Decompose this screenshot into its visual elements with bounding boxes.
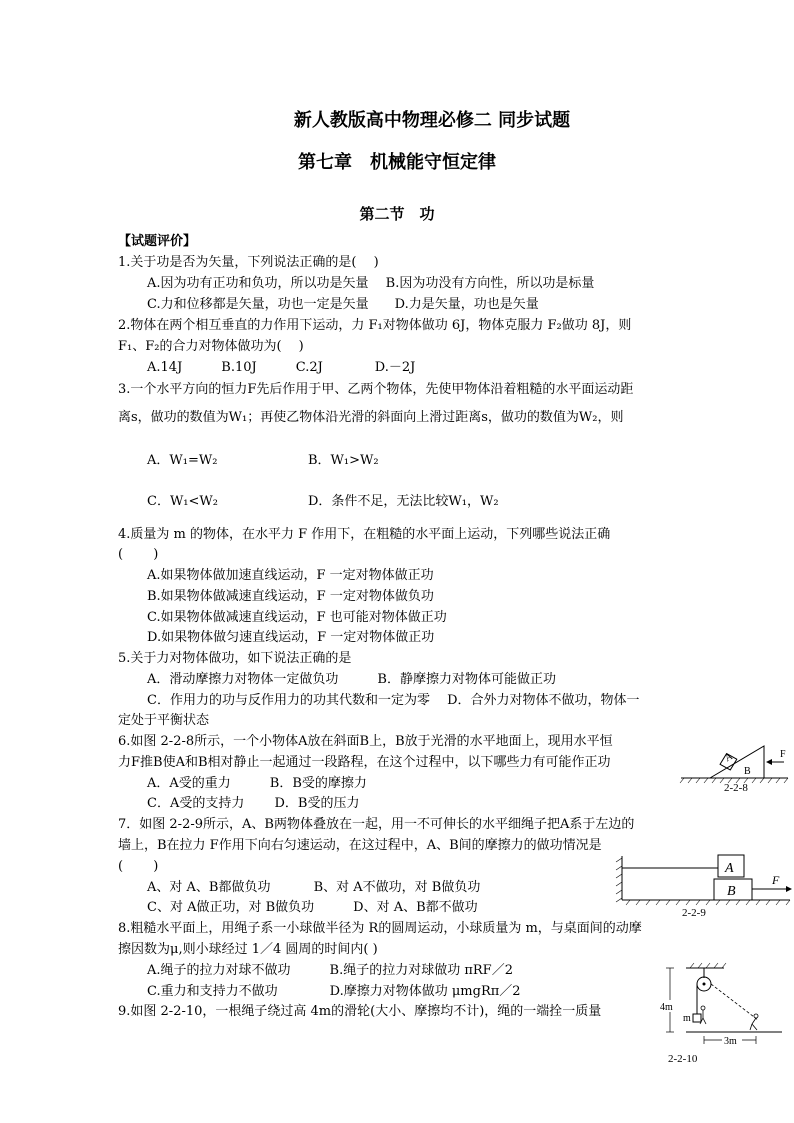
q7-stem: 7．如图 2-2-9所示，A、B两物体叠放在一起，用一不可伸长的水平细绳子把A系于左边的 — [118, 817, 635, 832]
q4-option-b: B.如果物体做减速直线运动，F 一定对物体做负功 — [147, 589, 434, 604]
q7-options-ab: A、对 A、B都做负功 B、对 A不做功，对 B做负功 — [147, 880, 481, 895]
fig9-label-a: A — [725, 861, 734, 876]
doc-title: 新人教版高中物理必修二 同步试题 — [293, 110, 571, 131]
q6-stem: 6.如图 2-2-8所示，一个小物体A放在斜面B上，B放于光滑的水平地面上，现用水平恒 — [118, 734, 613, 749]
fig8-label-f: F — [780, 749, 786, 760]
q5-stem: 5.关于力对物体做功，如下说法正确的是 — [118, 651, 352, 666]
q6-options-ab: A．A受的重力 B．B受的摩擦力 — [147, 776, 367, 791]
q3-option-d: D．条件不足，无法比较W₁，W₂ — [308, 494, 499, 509]
fig8-caption: 2-2-8 — [724, 782, 748, 794]
q3-stem-cont: 离s，做功的数值为W₁；再使乙物体沿光滑的斜面向上滑过距离s，做功的数值为W₂，则 — [118, 410, 624, 425]
q7-paren: ( ) — [118, 859, 159, 874]
q7-options-cd: C、对 A做正功，对 B做负功 D、对 A、B都不做功 — [147, 900, 478, 915]
q1-stem: 1.关于功是否为矢量，下列说法正确的是( ) — [118, 255, 379, 270]
q4-paren: ( ) — [118, 547, 159, 562]
q2-stem-cont: F₁、F₂的合力对物体做功为( ) — [118, 339, 304, 354]
q3-option-b: B．W₁>W₂ — [308, 453, 379, 468]
figure-2-2-8 — [676, 740, 794, 794]
q7-stem-cont: 墙上，B在拉力 F作用下向右匀速运动，在这过程中，A、B间的摩擦力的做功情况是 — [118, 838, 602, 853]
q4-option-a: A.如果物体做加速直线运动，F 一定对物体做正功 — [147, 568, 434, 583]
figure-2-2-9 — [600, 850, 794, 922]
q3-option-c: C．W₁<W₂ — [147, 494, 218, 509]
fig9-label-f: F — [772, 873, 780, 887]
chapter-title: 第七章 机械能守恒定律 — [298, 152, 496, 173]
eval-label: 【试题评价】 — [118, 234, 197, 249]
q8-stem-cont: 擦因数为μ,则小球经过 1／4 圆周的时间内( ) — [118, 942, 378, 957]
q4-stem: 4.质量为 m 的物体，在水平力 F 作用下，在粗糙的水平面上运动，下列哪些说法正确 — [118, 527, 611, 542]
q4-option-d: D.如果物体做匀速直线运动，F 一定对物体做正功 — [147, 630, 435, 645]
q4-option-c: C.如果物体做减速直线运动，F 也可能对物体做正功 — [147, 610, 447, 625]
fig10-label-m: m — [683, 1013, 691, 1024]
q8-options-cd: C.重力和支持力不做功 D.摩擦力对物体做功 μmgRπ／2 — [147, 984, 521, 999]
q5-options-cont: 定处于平衡状态 — [118, 713, 210, 728]
q6-options-cd: C．A受的支持力 D．B受的压力 — [147, 796, 360, 811]
q5-options-cd: C．作用力的功与反作用力的功其代数和一定为零 D．合外力对物体不做功，物体一 — [147, 693, 640, 708]
q9-stem: 9.如图 2-2-10，一根绳子绕过高 4m的滑轮(大小、摩擦均不计)，绳的一端拴一质量 — [118, 1004, 602, 1019]
fig9-label-b: B — [727, 884, 736, 899]
q5-options-ab: A．滑动摩擦力对物体一定做负功 B．静摩擦力对物体可能做正功 — [147, 672, 556, 687]
q6-stem-cont: 力F推B使A和B相对静止一起通过一段路程，在这个过程中，以下哪些力有可能作正功 — [118, 755, 611, 770]
q8-stem: 8.粗糙水平面上，用绳子系一小球做半径为 R的圆周运动，小球质量为 m，与桌面间的动摩 — [118, 921, 642, 936]
q3-stem: 3.一个水平方向的恒力F先后作用于甲、乙两个物体，先使甲物体沿着粗糙的水平面运动距 — [118, 382, 634, 397]
q8-options-ab: A.绳子的拉力对球不做功 B.绳子的拉力对球做功 πRF／2 — [147, 963, 513, 978]
fig8-label-b: B — [744, 766, 751, 777]
fig8-label-a: A — [723, 751, 735, 765]
q1-options-cd: C.力和位移都是矢量，功也一定是矢量 D.力是矢量，功也是矢量 — [147, 297, 539, 312]
q3-option-a: A．W₁=W₂ — [147, 453, 218, 468]
q2-stem: 2.物体在两个相互垂直的力作用下运动，力 F₁对物体做功 6J，物体克服力 F₂做功 8J，则 — [118, 318, 632, 333]
figure-2-2-10 — [652, 962, 792, 1070]
fig10-label-d: 3m — [724, 1036, 737, 1047]
section-title: 第二节 功 — [359, 205, 435, 223]
fig9-caption: 2-2-9 — [682, 907, 706, 919]
fig10-label-h: 4m — [660, 1002, 673, 1013]
q2-options: A.14J B.10J C.2J D.－2J — [147, 360, 416, 375]
q1-options-ab: A.因为功有正功和负功，所以功是矢量 B.因为功没有方向性，所以功是标量 — [147, 276, 595, 291]
fig10-caption: 2-2-10 — [668, 1053, 698, 1065]
